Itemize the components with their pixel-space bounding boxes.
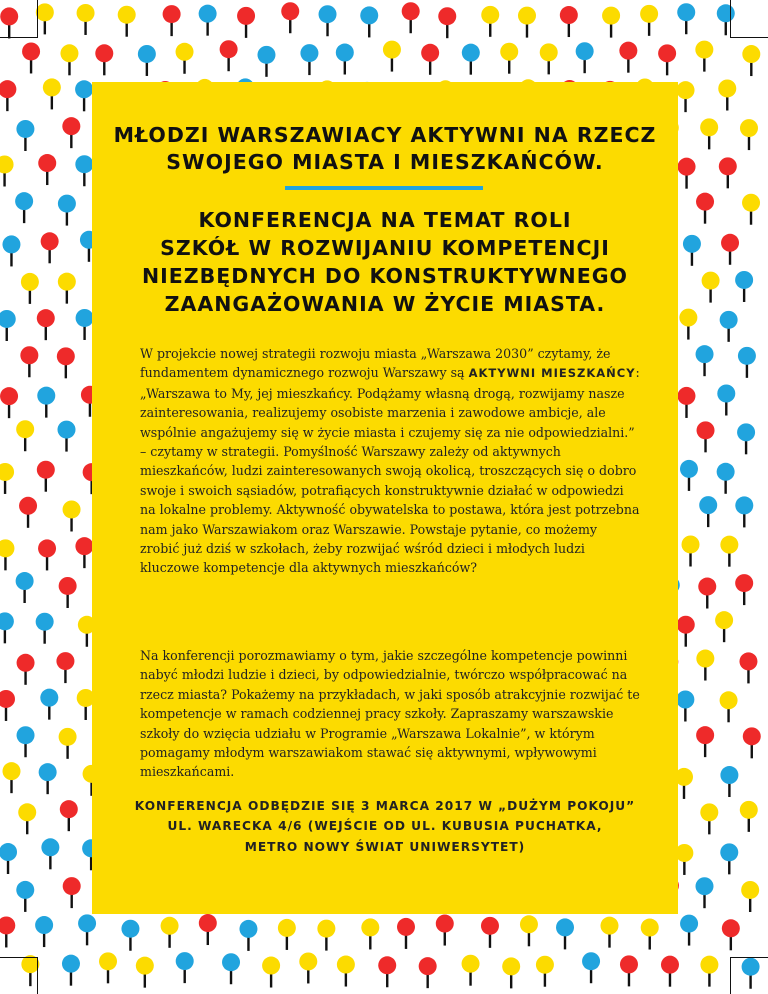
pin-shape	[43, 78, 61, 109]
pin-shape	[16, 881, 34, 912]
pin-shape	[658, 44, 676, 75]
pin-shape	[397, 918, 415, 949]
crop-mark-bottom-right-v	[730, 957, 731, 994]
pin-shape	[278, 919, 296, 950]
pin-shape	[675, 844, 693, 875]
pin-shape	[619, 42, 637, 73]
pin-shape	[419, 957, 437, 988]
pin-shape	[742, 45, 760, 76]
pin-shape	[15, 192, 33, 223]
pin-shape	[0, 539, 14, 570]
pin-shape	[36, 3, 54, 34]
pin-shape	[661, 956, 679, 987]
intro-emphasis: AKTYWNI MIESZKAŃCY	[468, 366, 636, 381]
crop-mark-top-left	[0, 37, 38, 38]
pin-shape	[0, 843, 17, 874]
pin-shape	[41, 232, 59, 263]
crop-mark-top-right	[730, 37, 768, 38]
pin-shape	[17, 654, 35, 685]
pin-shape	[436, 915, 454, 946]
intro-lead: W projekcie nowej strategii rozwoju miasta „Warszawa 2030” czytamy, że fundamentem dynamicznego rozwoju Warszawy są	[140, 346, 611, 381]
pin-shape	[383, 41, 401, 72]
pin-shape	[360, 6, 378, 37]
event-details	[92, 796, 678, 857]
pin-shape	[500, 43, 518, 74]
pin-shape	[78, 914, 96, 945]
pin-shape	[676, 690, 694, 721]
pin-shape	[722, 919, 740, 950]
pin-shape	[59, 728, 77, 759]
pin-shape	[176, 43, 194, 74]
crop-mark-bottom-right	[730, 957, 768, 958]
event-details-line: METRO NOWY ŚWIAT UNIWERSYTET)	[244, 839, 526, 854]
pin-shape	[2, 235, 20, 266]
pin-shape	[462, 955, 480, 986]
pin-shape	[698, 578, 716, 609]
pin-shape	[680, 460, 698, 491]
pin-shape	[17, 726, 35, 757]
pin-shape	[502, 957, 520, 988]
pin-shape	[239, 920, 257, 951]
pin-shape	[737, 423, 755, 454]
pin-shape	[22, 42, 40, 73]
pin-shape	[402, 2, 420, 33]
pin-shape	[679, 309, 697, 340]
pin-shape	[378, 956, 396, 987]
pin-shape	[62, 955, 80, 986]
pin-shape	[75, 80, 93, 111]
pin-shape	[735, 271, 753, 302]
pin-shape	[438, 7, 456, 38]
pin-shape	[741, 881, 759, 912]
pin-shape	[35, 916, 53, 947]
pin-shape	[77, 4, 95, 35]
main-headline-line: MŁODZI WARSZAWIACY AKTYWNI NA RZECZ	[113, 123, 657, 147]
pin-shape	[742, 958, 760, 989]
pin-shape	[222, 953, 240, 984]
pin-shape	[678, 158, 696, 189]
pin-shape	[337, 956, 355, 987]
pin-shape	[18, 803, 36, 834]
pin-shape	[720, 311, 738, 342]
pin-shape	[19, 497, 37, 528]
pin-shape	[257, 46, 275, 77]
crop-mark-top-right-v	[730, 0, 731, 38]
pin-shape	[121, 920, 139, 951]
pin-shape	[702, 272, 720, 303]
pin-shape	[717, 4, 735, 35]
pin-shape	[37, 309, 55, 340]
pin-shape	[237, 7, 255, 38]
pin-shape	[319, 5, 337, 36]
pin-shape	[220, 40, 238, 71]
pin-shape	[76, 309, 94, 340]
pin-shape	[39, 763, 57, 794]
pin-shape	[738, 347, 756, 378]
pin-shape	[721, 234, 739, 265]
crop-mark-bottom-left	[0, 957, 38, 958]
pin-shape	[75, 537, 93, 568]
pin-shape	[520, 915, 538, 946]
pin-shape	[518, 7, 536, 38]
pin-shape	[16, 420, 34, 451]
pin-shape	[361, 918, 379, 949]
pin-shape	[161, 917, 179, 948]
pin-shape	[262, 957, 280, 988]
pin-shape	[600, 917, 618, 948]
pin-shape	[696, 650, 714, 681]
conference-headline-line: ZAANGAŻOWANIA W ŻYCIE MIASTA.	[164, 292, 606, 316]
pin-shape	[680, 915, 698, 946]
intro-paragraph	[140, 344, 640, 578]
pin-shape	[20, 346, 38, 377]
pin-shape	[99, 952, 117, 983]
event-details-line: UL. WARECKA 4/6 (WEJŚCIE OD UL. KUBUSIA PUCHATKA,	[167, 819, 603, 834]
pin-shape	[717, 385, 735, 416]
pin-shape	[462, 44, 480, 75]
pin-shape	[540, 43, 558, 74]
pin-shape	[2, 762, 20, 793]
main-headline	[92, 122, 678, 176]
pin-shape	[38, 539, 56, 570]
pin-shape	[677, 387, 695, 418]
pin-shape	[421, 44, 439, 75]
pin-shape	[199, 914, 217, 945]
divider-rule	[285, 186, 483, 190]
conference-paragraph: Na konferencji porozmawiamy o tym, jakie szczególne kompetencje powinni nabyć młodzi ludzie i dzieci, by odpowiedzialnie, twórczo współpracować na rzecz miasta? Pokażemy na przykładach, w jaki sposób atrakcyjnie rozwijać te kompetencje w ramach codziennej pracy szkoły. Zapraszamy warszawskie szkoły do wzięcia udziału w Programie „Warszawa Lokalnie”, w którym pomagamy młodym warszawiakom stawać się aktywnymi, wpływowymi mieszkańcami.	[140, 648, 640, 780]
crop-mark-top-left-v	[37, 0, 38, 38]
pin-shape	[720, 766, 738, 797]
pin-shape	[118, 6, 136, 37]
pin-shape	[700, 803, 718, 834]
pin-shape	[336, 44, 354, 75]
conference-headline-line: NIEZBĘDNYCH DO KONSTRUKTYWNEGO	[142, 264, 628, 288]
pin-shape	[695, 41, 713, 72]
pin-shape	[641, 919, 659, 950]
conference-headline	[92, 206, 678, 318]
pin-shape	[697, 421, 715, 452]
pin-shape	[176, 952, 194, 983]
pin-shape	[735, 574, 753, 605]
pin-shape	[717, 463, 735, 494]
pin-shape	[63, 877, 81, 908]
pin-shape	[56, 652, 74, 683]
pin-shape	[136, 957, 154, 988]
pin-shape	[16, 572, 34, 603]
pin-shape	[0, 916, 15, 947]
conference-headline-line: KONFERENCJA NA TEMAT ROLI	[198, 208, 572, 232]
pin-shape	[60, 44, 78, 75]
pin-shape	[576, 42, 594, 73]
pin-shape	[700, 118, 718, 149]
pin-shape	[739, 652, 757, 683]
pin-shape	[36, 613, 54, 644]
pin-shape	[719, 157, 737, 188]
pin-shape	[556, 918, 574, 949]
pin-shape	[60, 800, 78, 831]
pin-shape	[16, 120, 34, 151]
pin-shape	[715, 611, 733, 642]
pin-shape	[536, 956, 554, 987]
pin-shape	[40, 689, 58, 720]
pin-shape	[199, 5, 217, 36]
pin-shape	[742, 194, 760, 225]
pin-shape	[281, 2, 299, 33]
pin-shape	[699, 496, 717, 527]
pin-shape	[720, 536, 738, 567]
main-headline-line: SWOJEGO MIASTA I MIESZKAŃCÓW.	[166, 150, 604, 174]
pin-shape	[37, 461, 55, 492]
crop-mark-bottom-left-v	[37, 957, 38, 994]
pin-shape	[0, 690, 15, 721]
pin-shape	[0, 310, 16, 341]
pin-shape	[696, 726, 714, 757]
pin-shape	[300, 44, 318, 75]
pin-shape	[640, 5, 658, 36]
pin-shape	[75, 155, 93, 186]
pin-shape	[740, 119, 758, 150]
pin-shape	[0, 80, 16, 111]
pin-shape	[696, 345, 714, 376]
pin-shape	[41, 838, 59, 869]
pin-shape	[38, 154, 56, 185]
event-details-line: KONFERENCJA ODBĘDZIE SIĘ 3 MARCA 2017 W „DUŻYM POKOJU”	[134, 799, 636, 813]
pin-shape	[696, 877, 714, 908]
pin-shape	[696, 193, 714, 224]
pin-shape	[0, 7, 18, 38]
conference-headline-line: SZKÓŁ W ROZWIJANIU KOMPETENCJI	[160, 236, 610, 260]
pin-shape	[59, 577, 77, 608]
pin-shape	[735, 496, 753, 527]
pin-shape	[138, 45, 156, 76]
pin-shape	[62, 117, 80, 148]
pin-shape	[0, 155, 14, 186]
intro-rest: : „Warszawa to My, jej mieszkańcy. Podążamy własną drogą, rozwijamy nasze zainteresowania, realizujemy osobiste marzenia i zawodowe ambicje, ale wspólnie angażujemy się w życie miasta i czujemy się za nie odpowiedzialni.” – czytamy w strategii. Pomyślność Warszawy zależy od aktywnych mieszkańców, ludzi zainteresowanych swoją okolicą, troszczących się o dobro swoje i swoich sąsiadów, potrafiących konstruktywnie działać w odpowiedzi na lokalne problemy. Aktywność obywatelska to postawa, która jest potrzebna nam jako Warszawiakom oraz Warszawie. Powstaje pytanie, co możemy zrobić już dziś w szkołach, żeby rozwijać wśród dzieci i młodych ludzi kluczowe kompetencje dla aktywnych mieszkańców?	[140, 365, 640, 576]
pin-shape	[677, 616, 695, 647]
pin-shape	[677, 3, 695, 34]
pin-shape	[0, 463, 14, 494]
pin-shape	[720, 843, 738, 874]
pin-shape	[58, 195, 76, 226]
pin-shape	[602, 7, 620, 38]
pin-shape	[582, 952, 600, 983]
pin-shape	[37, 387, 55, 418]
pin-shape	[299, 952, 317, 983]
pin-shape	[700, 956, 718, 987]
pin-shape	[682, 535, 700, 566]
content-card	[92, 82, 678, 914]
pin-shape	[620, 955, 638, 986]
pin-shape	[57, 347, 75, 378]
pin-shape	[21, 273, 39, 304]
pin-shape	[560, 6, 578, 37]
pin-shape	[63, 500, 81, 531]
pin-shape	[0, 387, 18, 418]
pin-shape	[58, 273, 76, 304]
pin-shape	[743, 727, 761, 758]
pin-shape	[720, 691, 738, 722]
pin-shape	[677, 81, 695, 112]
pin-shape	[95, 44, 113, 75]
pin-shape	[317, 920, 335, 951]
pin-shape	[57, 421, 75, 452]
pin-shape	[163, 5, 181, 36]
pin-shape	[683, 235, 701, 266]
pin-shape	[481, 917, 499, 948]
pin-shape	[740, 801, 758, 832]
pin-shape	[481, 6, 499, 37]
pin-shape	[0, 612, 14, 643]
pin-shape	[718, 79, 736, 110]
